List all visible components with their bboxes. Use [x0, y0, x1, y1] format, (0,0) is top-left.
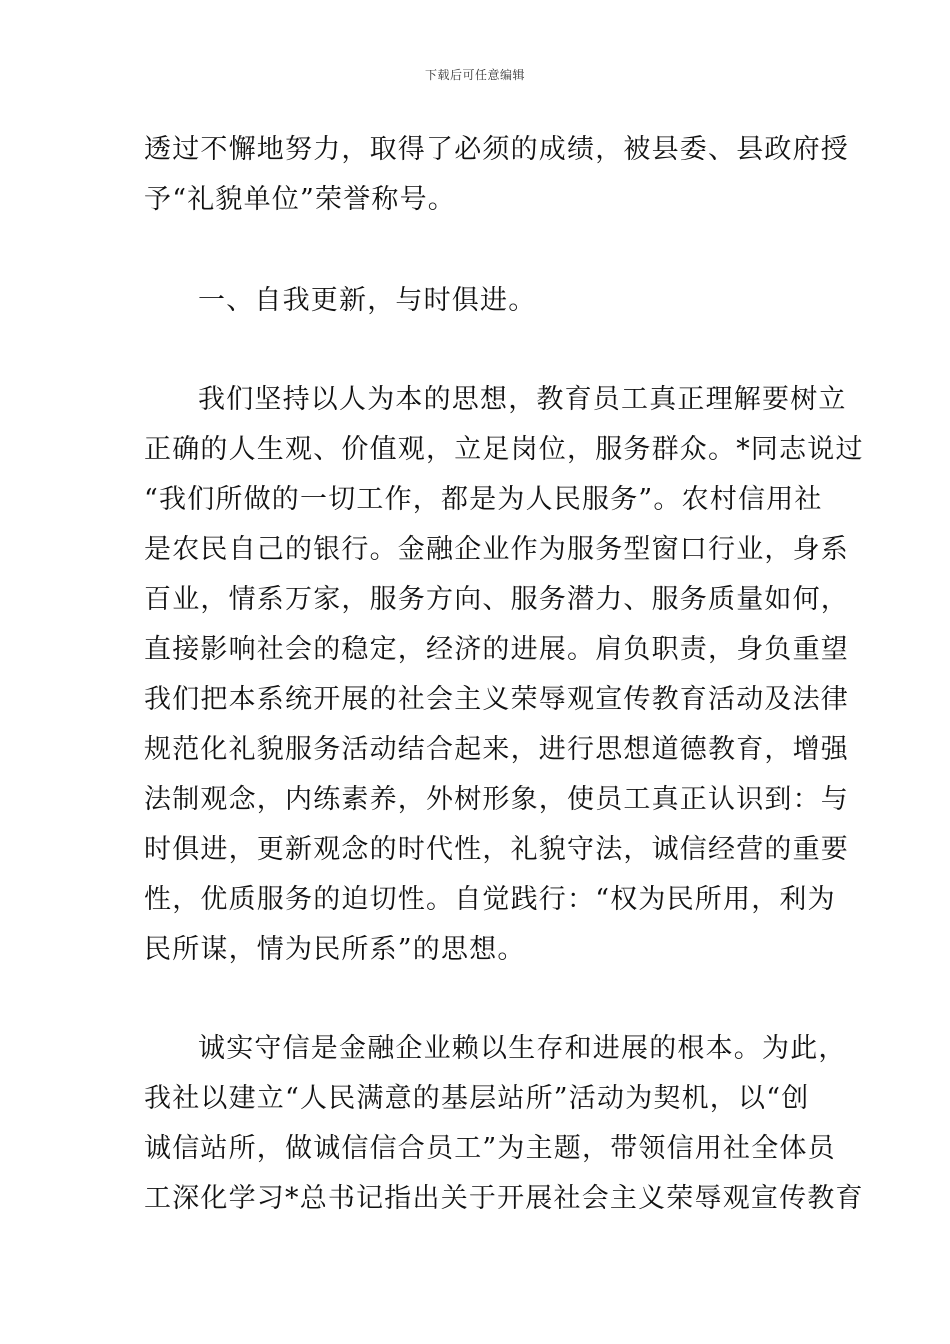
body-line: 正确的人生观、价值观，立足岗位，服务群众。*同志说过: [144, 434, 864, 465]
body-line: “我们所做的一切工作，都是为人民服务”。农村信用社: [144, 484, 823, 515]
body-line: 是农民自己的银行。金融企业作为服务型窗口行业，身系: [144, 534, 849, 565]
body-line: 时俱进，更新观念的时代性，礼貌守法，诚信经营的重要: [144, 834, 849, 865]
body-line: 规范化礼貌服务活动结合起来，进行思想道德教育，增强: [144, 734, 849, 765]
body-line: 诚信站所，做诚信信合员工”为主题，带领信用社全体员: [144, 1133, 836, 1164]
body-line: 予“礼貌单位”荣誉称号。: [144, 184, 457, 215]
body-line: 诚实守信是金融企业赖以生存和进展的根本。为此，: [198, 1033, 847, 1064]
body-line: 工深化学习*总书记指出关于开展社会主义荣辱观宣传教育: [144, 1183, 864, 1214]
body-line: 直接影响社会的稳定，经济的进展。肩负职责，身负重望: [144, 634, 849, 665]
body-line: 民所谋，情为民所系”的思想。: [144, 934, 526, 965]
body-line: 我们把本系统开展的社会主义荣辱观宣传教育活动及法律: [144, 684, 849, 715]
body-line: 百业，情系万家，服务方向、服务潜力、服务质量如何，: [144, 584, 849, 615]
body-line: 透过不懈地努力，取得了必须的成绩，被县委、县政府授: [144, 134, 849, 165]
body-line: 性，优质服务的迫切性。自觉践行：“权为民所用，利为: [144, 884, 836, 915]
body-line: 我们坚持以人为本的思想，教育员工真正理解要树立: [198, 384, 847, 415]
page-header: 下载后可任意编辑: [424, 68, 525, 82]
body-line: 法制观念，内练素养，外树形象，使员工真正认识到：与: [144, 784, 849, 815]
body-line: 我社以建立“人民满意的基层站所”活动为契机，以“创: [144, 1083, 810, 1114]
section-heading: 一、自我更新，与时俱进。: [198, 285, 537, 316]
